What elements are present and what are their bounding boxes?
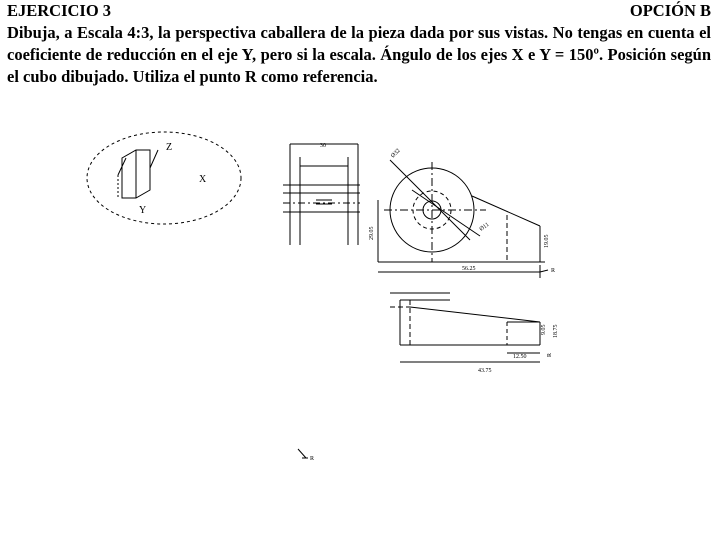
side-view [283,144,360,245]
plan-view [390,293,540,362]
dim-plan-w2: 43.75 [478,368,492,374]
ref-point-label: R [310,456,315,462]
axis-y-label: Y [139,205,147,216]
exercise-option: OPCIÓN B [629,1,711,20]
axis-x-label: X [199,174,207,185]
dim-height-right: 19.05 [544,234,550,248]
dim-plan-h2: 18.75 [553,324,559,338]
dim-height-left: 29.05 [369,226,375,240]
dim-diameter-small: Ø11 [478,221,491,233]
ref-label-front: R [551,268,556,274]
exercise-number: EJERCICIO 3 [7,1,112,20]
axis-z-label: Z [166,142,173,153]
dim-plan-w1: 12.50 [513,354,527,360]
reference-point-marker [298,449,308,458]
dim-length-front: 56.25 [462,266,476,272]
dim-top-width: 30 [320,143,326,149]
dim-diameter-large: Ø32 [390,147,402,160]
dim-plan-h1: 9.05 [541,324,547,335]
exercise-statement: Dibuja, a Escala 4:3, la perspectiva caballera de la pieza dada por sus vistas. No tengas en cuenta el coeficiente de reducción en el eje Y, pero si la escala. Ángulo de los ejes X e Y = 150º. Posición según el cubo dibujado. Utiliza el punto R como referencia. [7,23,711,86]
front-view [378,160,548,278]
axes-sketch [87,132,241,224]
ref-label-plan: R [547,352,553,357]
